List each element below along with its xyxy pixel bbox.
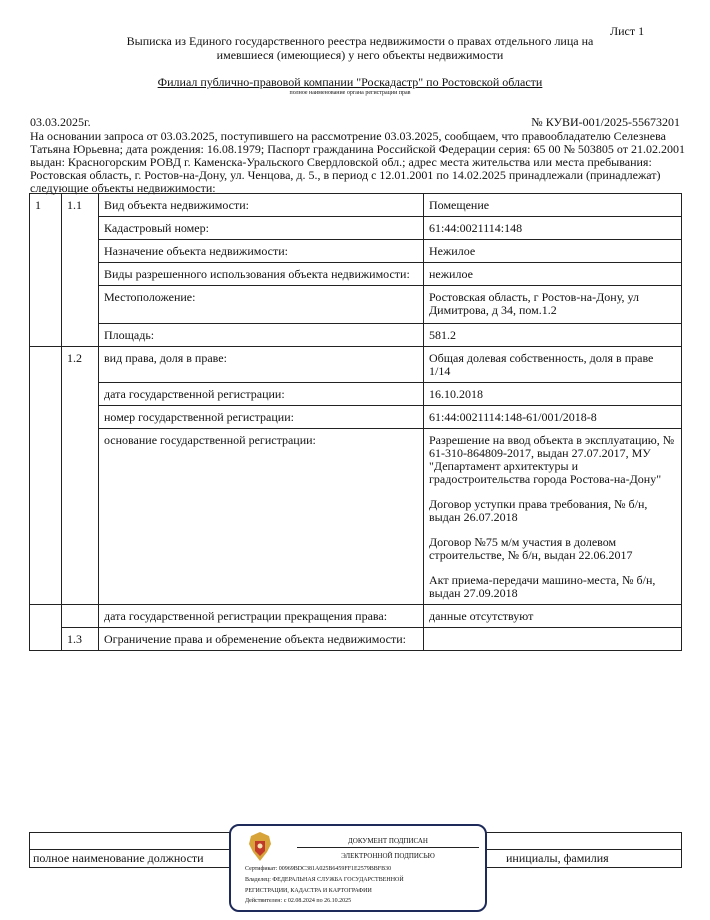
field-value: 16.10.2018 xyxy=(424,383,682,406)
table-row xyxy=(30,605,682,628)
field-label: Назначение объекта недвижимости: xyxy=(99,240,424,263)
field-label: основание государственной регистрации: xyxy=(99,429,424,605)
registry-branch: Филиал публично-правовой компании "Роскадастр" по Ростовской области xyxy=(157,75,543,89)
field-label: Виды разрешенного использования объекта недвижимости: xyxy=(99,263,424,286)
field-value: Помещение xyxy=(424,194,682,217)
stamp-title-1: ДОКУМЕНТ ПОДПИСАН xyxy=(297,837,479,848)
field-label: Кадастровый номер: xyxy=(99,217,424,240)
table-row xyxy=(30,240,682,263)
table-row xyxy=(30,383,682,406)
basis-document: Разрешение на ввод объекта в эксплуатацию, № 61-310-864809-2017, выдан 27.07.2017, МУ "Департамент архитектуры и градостроительства города Ростова-на-Дону" xyxy=(429,433,675,486)
field-value: Общая долевая собственность, доля в праве 1/14 xyxy=(424,347,682,383)
field-label: дата государственной регистрации прекращения права: xyxy=(99,605,424,628)
electronic-signature-stamp xyxy=(229,824,487,912)
stamp-owner-1: Владелец: ФЕДЕРАЛЬНАЯ СЛУЖБА ГОСУДАРСТВЕННОЙ xyxy=(245,877,404,883)
field-value: нежилое xyxy=(424,263,682,286)
section-number: 1.3 xyxy=(62,628,99,651)
name-label: инициалы, фамилия xyxy=(466,850,682,868)
basis-document: Договор уступки права требования, № б/н, выдан 26.07.2018 xyxy=(429,497,648,524)
table-row xyxy=(30,263,682,286)
field-value: данные отсутствуют xyxy=(424,605,682,628)
field-label: дата государственной регистрации: xyxy=(99,383,424,406)
property-table xyxy=(29,193,682,651)
document-title xyxy=(90,34,630,62)
basis-document: Акт приема-передачи машино-места, № б/н, выдан 27.09.2018 xyxy=(429,573,656,600)
table-row xyxy=(30,406,682,429)
field-label: номер государственной регистрации: xyxy=(99,406,424,429)
title-line-2: имевшиеся (имеющиеся) у него объекты недвижимости xyxy=(216,48,504,62)
table-row xyxy=(30,286,682,324)
document-date: 03.03.2025г. xyxy=(30,115,91,129)
field-label: вид права, доля в праве: xyxy=(99,347,424,383)
field-value xyxy=(424,628,682,651)
table-row xyxy=(30,194,682,217)
table-row xyxy=(30,217,682,240)
stamp-owner-2: РЕГИСТРАЦИИ, КАДАСТРА И КАРТОГРАФИИ xyxy=(245,888,372,894)
title-line-1: Выписка из Единого государственного реестра недвижимости о правах отдельного лица на xyxy=(126,34,594,48)
field-label: Местоположение: xyxy=(99,286,424,324)
position-label: полное наименование должности xyxy=(30,850,230,868)
table-row xyxy=(30,628,682,651)
row-number: 1 xyxy=(30,194,62,217)
field-value: 581.2 xyxy=(424,324,682,347)
field-label: Площадь: xyxy=(99,324,424,347)
section-number: 1.1 xyxy=(62,194,99,217)
field-value: Нежилое xyxy=(424,240,682,263)
stamp-certificate: Сертификат: 00969BDC381A025B6459FF1E2579BBFB30 xyxy=(245,866,392,872)
field-label: Вид объекта недвижимости: xyxy=(99,194,424,217)
sheet-number: Лист 1 xyxy=(610,24,645,38)
stamp-validity: Действителен: с 02.08.2024 по 26.10.2025 xyxy=(245,898,352,904)
intro-paragraph: На основании запроса от 03.03.2025, поступившего на рассмотрение 03.03.2025, сообщаем, что правообладателю Селезнева Татьяна Юрьевна; дата рождения: 16.08.1979; Паспорт гражданина Российской Федерации серия: 65 00 № 503805 от 21.02.2001 выдан: Красногорским РОВД г. Каменска-Уральского Свердловской обл.; адрес места жительства или места пребывания: Ростовская область, г. Ростов-на-Дону, ул. Ченцова, д. 5., в период с 12.01.2001 по 14.02.2025 принадлежали (принадлежат) следующие объекты недвижимости: xyxy=(30,129,686,195)
document-number: № КУВИ-001/2025-55673201 xyxy=(531,115,680,129)
stamp-title-2: ЭЛЕКТРОННОЙ ПОДПИСЬЮ xyxy=(341,852,435,860)
field-value: 61:44:0021114:148-61/001/2018-8 xyxy=(424,406,682,429)
coat-of-arms-icon xyxy=(245,830,275,864)
table-row xyxy=(30,429,682,605)
table-row xyxy=(30,347,682,383)
basis-value xyxy=(424,429,682,605)
registry-branch-note: полное наименование органа регистрации прав xyxy=(289,90,411,96)
field-label: Ограничение права и обременение объекта недвижимости: xyxy=(99,628,424,651)
table-row xyxy=(30,324,682,347)
field-value: Ростовская область, г Ростов-на-Дону, ул Димитрова, д 34, пом.1.2 xyxy=(424,286,682,324)
section-number: 1.2 xyxy=(62,347,99,383)
basis-document: Договор №75 м/м участия в долевом строительстве, № б/н, выдан 22.06.2017 xyxy=(429,535,633,562)
field-value: 61:44:0021114:148 xyxy=(424,217,682,240)
